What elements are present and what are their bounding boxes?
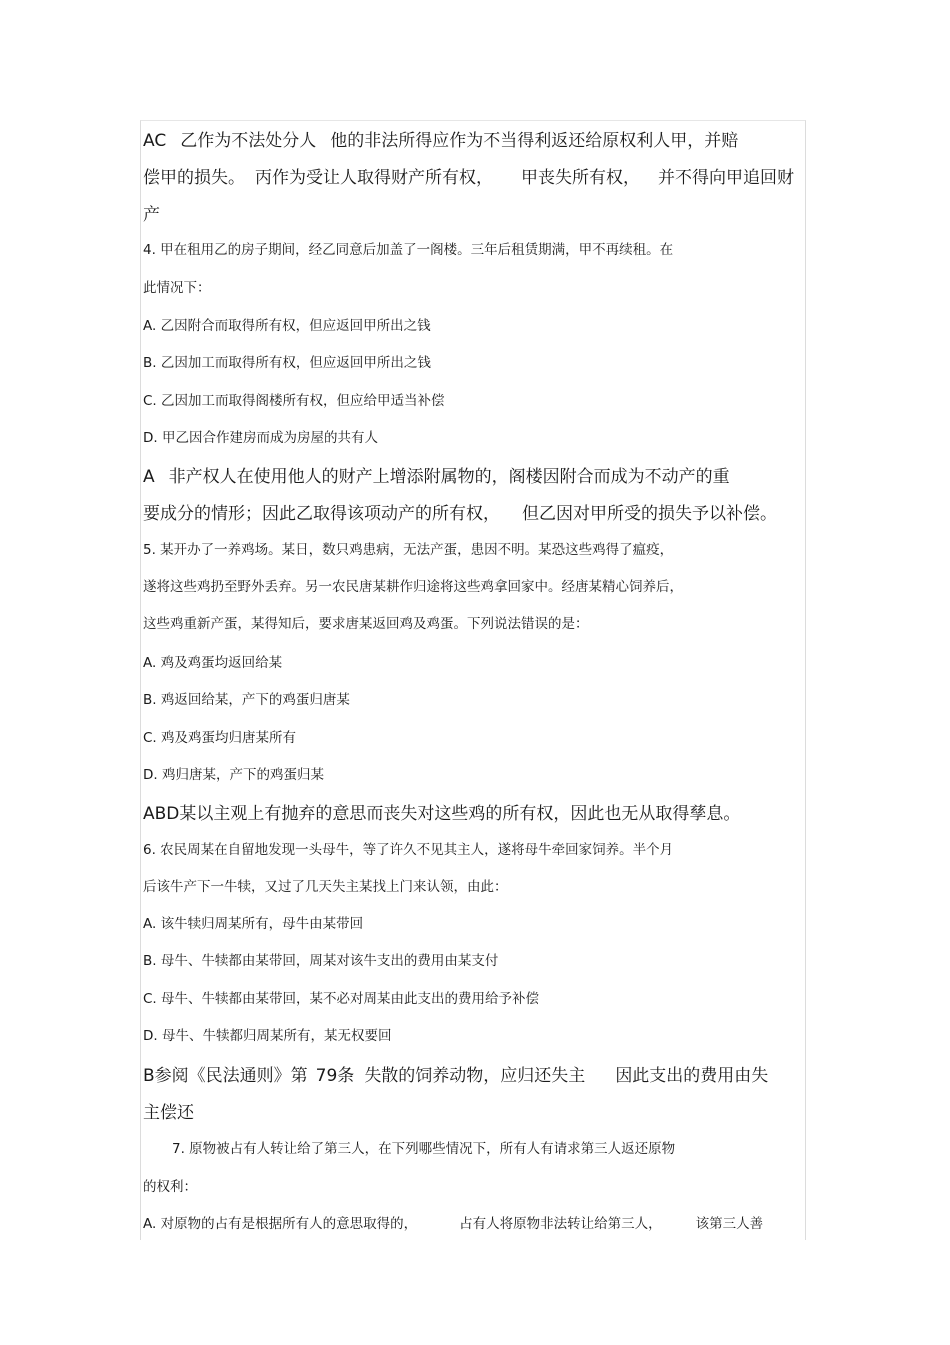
answer-4-line-2 — [143, 499, 777, 524]
question-4-option-c: C. 乙因加工而取得阁楼所有权，但应给甲适当补偿 — [143, 393, 445, 409]
answer-6-line-2: 主偿还 — [143, 1103, 194, 1123]
question-7-stem-1: 7. 原物被占有人转让给了第三人，在下列哪些情况下，所有人有请求第三人返还原物 — [172, 1141, 676, 1157]
question-7-option-a-part-2: 占有人将原物非法转让给第三人， — [459, 1216, 662, 1232]
answer-3-line-3: 产 — [143, 205, 160, 225]
question-6-option-d: D. 母牛、牛犊都归周某所有，某无权要回 — [143, 1028, 392, 1044]
answer-6-line-1 — [143, 1061, 768, 1086]
answer-4-text-b: 要成分的情形；因此乙取得该项动产的所有权， — [143, 504, 500, 524]
question-6-stem-2: 后该牛产下一牛犊，又过了几天失主某找上门来认领，由此： — [143, 879, 508, 895]
question-4-option-d: D. 甲乙因合作建房而成为房屋的共有人 — [143, 430, 378, 446]
question-6-option-b: B. 母牛、牛犊都由某带回，周某对该牛支出的费用由某支付 — [143, 953, 499, 969]
question-6-stem-1: 6. 农民周某在自留地发现一头母牛，等了许久不见其主人，遂将母牛牵回家饲养。半个月 — [143, 842, 674, 858]
answer-3-line-1 — [143, 126, 738, 151]
answer-6-text-b: 79条 — [315, 1066, 355, 1086]
question-5-stem-1: 5. 某开办了一养鸡场。某日，数只鸡患病，无法产蛋，患因不明。某恐这些鸡得了瘟疫， — [143, 542, 674, 558]
answer-4-text-a: 非产权人在使用他人的财产上增添附属物的，阁楼因附合而成为不动产的重 — [168, 467, 730, 487]
question-5-option-c: C. 鸡及鸡蛋均归唐某所有 — [143, 730, 297, 746]
question-4-option-a: A. 乙因附合而取得所有权，但应返回甲所出之钱 — [143, 318, 431, 334]
answer-3-text-b: 他的非法所得应作为不当得利返还给原权利人甲，并赔 — [330, 131, 739, 151]
answer-4-line-1 — [143, 462, 730, 487]
question-7-stem-2: 的权利： — [143, 1179, 197, 1195]
question-5-option-a: A. 鸡及鸡蛋均返回给某 — [143, 655, 283, 671]
question-4-stem-1: 4. 甲在租用乙的房子期间，经乙同意后加盖了一阁楼。三年后租赁期满，甲不再续租。在 — [143, 242, 674, 258]
answer-3-key: AC — [143, 131, 167, 151]
answer-3-text-e: 甲丧失所有权， — [521, 168, 640, 188]
question-5-stem-3: 这些鸡重新产蛋，某得知后，要求唐某返回鸡及鸡蛋。下列说法错误的是： — [143, 616, 589, 632]
answer-5: ABD某以主观上有抛弃的意思而丧失对这些鸡的所有权，因此也无从取得孳息。 — [143, 804, 741, 824]
answer-3-text-d: 丙作为受让人取得财产所有权， — [255, 168, 493, 188]
answer-6-text-c: 失散的饲养动物，应归还失主 — [364, 1066, 586, 1086]
answer-3-line-2 — [143, 163, 794, 188]
question-5-option-d: D. 鸡归唐某，产下的鸡蛋归某 — [143, 767, 324, 783]
answer-3-text-c: 偿甲的损失。 — [143, 168, 245, 188]
question-7-option-a — [143, 1212, 763, 1232]
answer-4-text-c: 但乙因对甲所受的损失予以补偿。 — [522, 504, 777, 524]
question-6-option-a: A. 该牛犊归周某所有，母牛由某带回 — [143, 916, 364, 932]
question-5-option-b: B. 鸡返回给某，产下的鸡蛋归唐某 — [143, 692, 350, 708]
answer-6-text-a: B参阅《民法通则》第 — [143, 1066, 308, 1086]
question-4-stem-2: 此情况下： — [143, 280, 211, 296]
question-6-option-c: C. 母牛、牛犊都由某带回，某不必对周某由此支出的费用给予补偿 — [143, 991, 540, 1007]
question-7-option-a-part-3: 该第三人善 — [695, 1216, 764, 1232]
answer-3-text-a: 乙作为不法处分人 — [180, 131, 317, 151]
question-7-option-a-part-1: A. 对原物的占有是根据所有人的意思取得的， — [143, 1216, 418, 1232]
question-4-option-b: B. 乙因加工而取得所有权，但应返回甲所出之钱 — [143, 355, 431, 371]
answer-6-text-d: 因此支出的费用由失 — [615, 1066, 769, 1086]
answer-3-text-f: 并不得向甲追回财 — [658, 168, 794, 188]
answer-4-key: A — [143, 467, 155, 487]
question-5-stem-2: 遂将这些鸡扔至野外丢弃。另一农民唐某耕作归途将这些鸡拿回家中。经唐某精心饲养后， — [143, 579, 683, 595]
